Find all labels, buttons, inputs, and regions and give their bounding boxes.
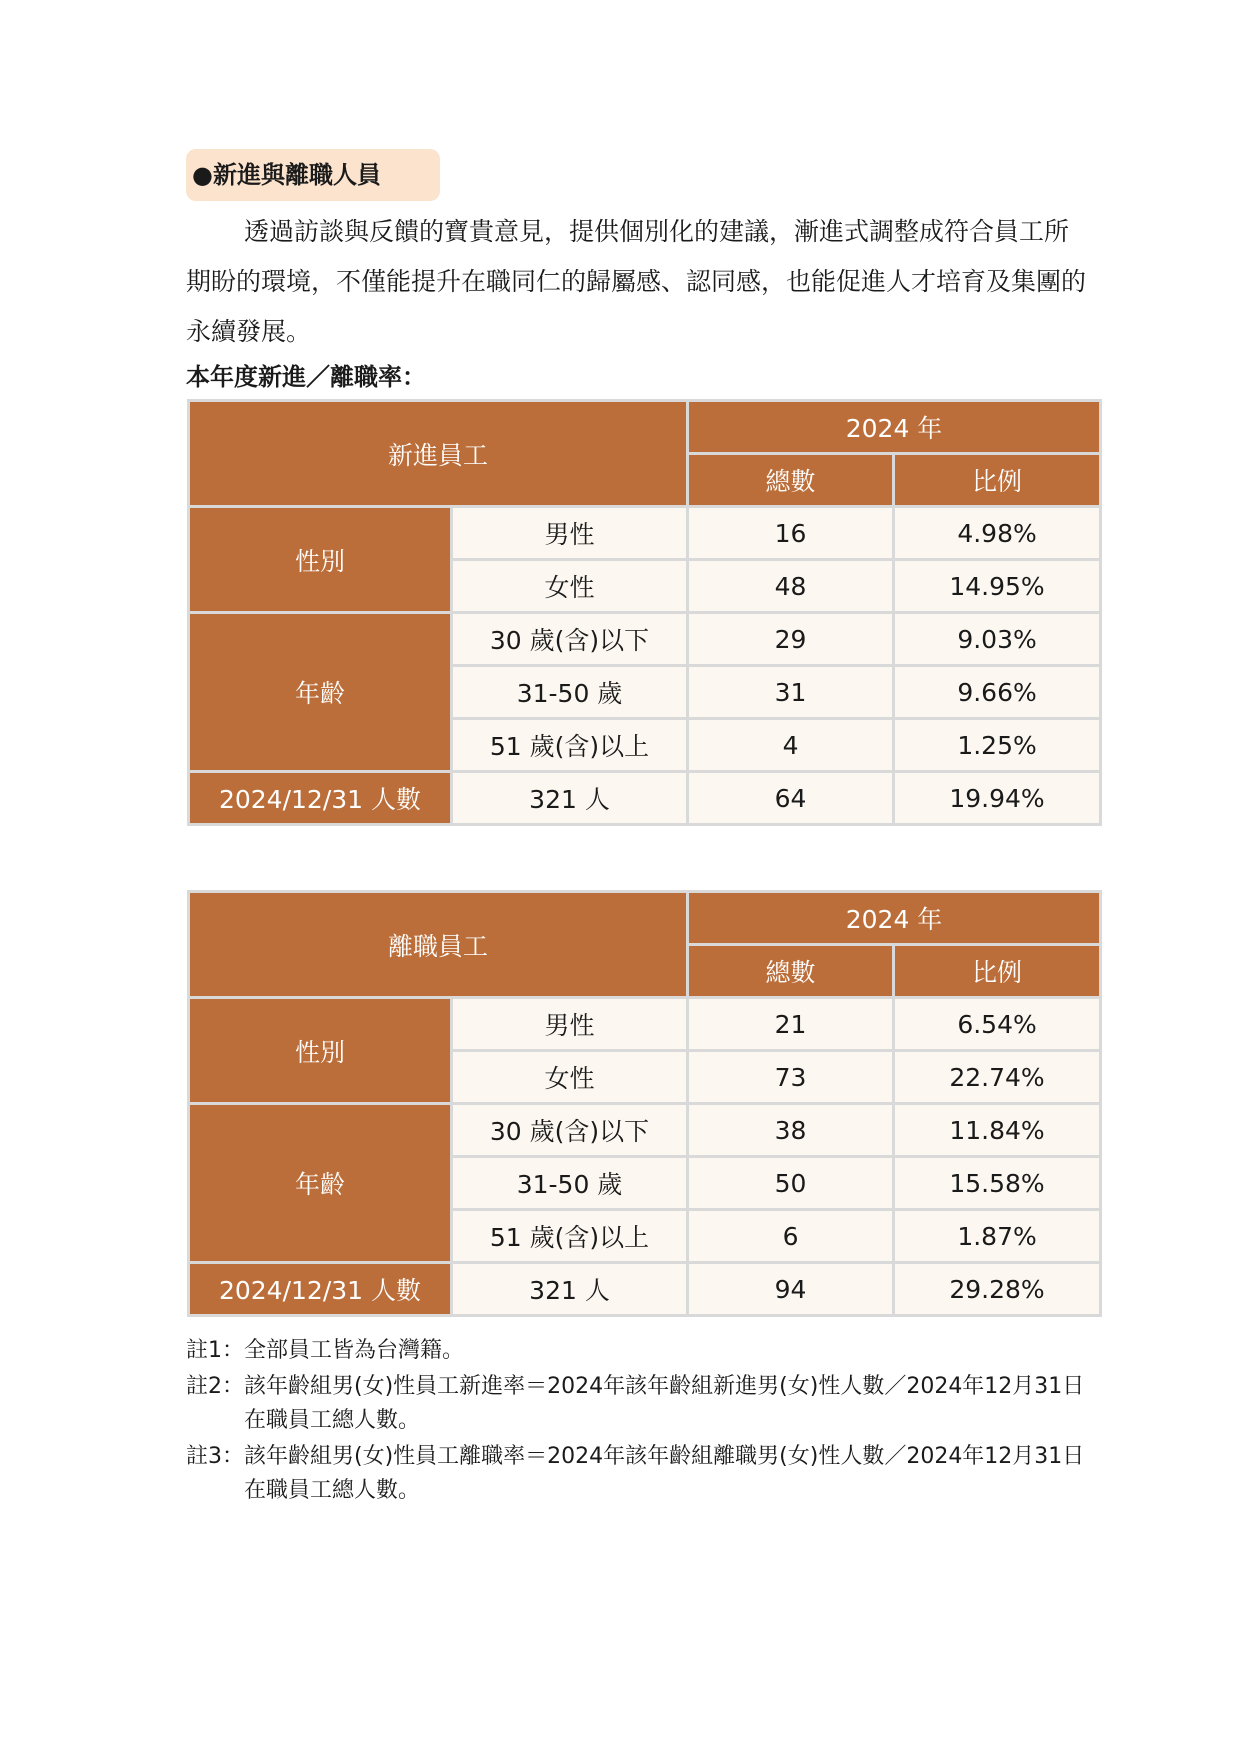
- row-label: 51 歲(含)以上: [452, 1210, 688, 1263]
- row-ratio: 9.03%: [894, 613, 1101, 666]
- footnote-label: 註1：: [186, 1338, 244, 1363]
- age-group-label: 年齡: [189, 613, 452, 772]
- row-ratio: 9.66%: [894, 666, 1101, 719]
- row-ratio: 1.87%: [894, 1210, 1101, 1263]
- footnote-text: 該年齡組男(女)性員工離職率＝2024年該年齡組離職男(女)性人數／2024年12月31日在職員工總人數。: [244, 1444, 1085, 1503]
- row-total: 4: [688, 719, 894, 772]
- gender-group-label: 性別: [189, 998, 452, 1104]
- row-total: 50: [688, 1157, 894, 1210]
- row-ratio: 11.84%: [894, 1104, 1101, 1157]
- row-label: 31-50 歲: [452, 666, 688, 719]
- year-header: 2024 年: [688, 892, 1101, 945]
- table-row: [189, 507, 1101, 560]
- row-ratio: 1.25%: [894, 719, 1101, 772]
- row-total: 48: [688, 560, 894, 613]
- gender-group-label: 性別: [189, 507, 452, 613]
- footnote: [186, 1334, 1096, 1368]
- total-column-header: 總數: [688, 454, 894, 507]
- intro-paragraph: [186, 207, 1091, 357]
- table-header-row: [189, 892, 1101, 945]
- footnote-label: 註2：: [186, 1374, 244, 1399]
- footnote-label: 註3：: [186, 1444, 244, 1469]
- rate-subheading: 本年度新進／離職率：: [186, 363, 426, 391]
- footnote-text: 全部員工皆為台灣籍。: [244, 1338, 465, 1363]
- row-label: 男性: [452, 998, 688, 1051]
- footnote: [186, 1370, 1096, 1438]
- footer-total: 94: [688, 1263, 894, 1316]
- table-footer-row: [189, 1263, 1101, 1316]
- row-label: 30 歲(含)以下: [452, 613, 688, 666]
- age-group-label: 年齡: [189, 1104, 452, 1263]
- ratio-column-header: 比例: [894, 454, 1101, 507]
- footer-ratio: 19.94%: [894, 772, 1101, 825]
- row-ratio: 14.95%: [894, 560, 1101, 613]
- row-total: 16: [688, 507, 894, 560]
- total-column-header: 總數: [688, 945, 894, 998]
- section-heading: ●新進與離職人員: [186, 149, 440, 201]
- row-ratio: 15.58%: [894, 1157, 1101, 1210]
- footnotes: [186, 1334, 1096, 1508]
- row-label: 30 歲(含)以下: [452, 1104, 688, 1157]
- row-label: 女性: [452, 560, 688, 613]
- row-label: 男性: [452, 507, 688, 560]
- row-total: 21: [688, 998, 894, 1051]
- footer-ratio: 29.28%: [894, 1263, 1101, 1316]
- table-title: 新進員工: [189, 401, 688, 507]
- table-header-row: [189, 401, 1101, 454]
- row-ratio: 22.74%: [894, 1051, 1101, 1104]
- footer-label: 2024/12/31 人數: [189, 1263, 452, 1316]
- footer-headcount: 321 人: [452, 1263, 688, 1316]
- row-total: 73: [688, 1051, 894, 1104]
- intro-text: 透過訪談與反饋的寶貴意見，提供個別化的建議，漸進式調整成符合員工所期盼的環境，不僅能提升在職同仁的歸屬感、認同感，也能促進人才培育及集團的永續發展。: [186, 217, 1087, 346]
- footer-total: 64: [688, 772, 894, 825]
- row-total: 6: [688, 1210, 894, 1263]
- table-footer-row: [189, 772, 1101, 825]
- row-total: 38: [688, 1104, 894, 1157]
- row-label: 女性: [452, 1051, 688, 1104]
- row-ratio: 6.54%: [894, 998, 1101, 1051]
- row-total: 29: [688, 613, 894, 666]
- row-ratio: 4.98%: [894, 507, 1101, 560]
- new-hire-table: [187, 399, 1102, 826]
- footer-headcount: 321 人: [452, 772, 688, 825]
- row-label: 31-50 歲: [452, 1157, 688, 1210]
- row-label: 51 歲(含)以上: [452, 719, 688, 772]
- ratio-column-header: 比例: [894, 945, 1101, 998]
- turnover-table: [187, 890, 1102, 1317]
- footer-label: 2024/12/31 人數: [189, 772, 452, 825]
- year-header: 2024 年: [688, 401, 1101, 454]
- table-row: [189, 998, 1101, 1051]
- footnote: [186, 1440, 1096, 1508]
- row-total: 31: [688, 666, 894, 719]
- table-title: 離職員工: [189, 892, 688, 998]
- table-row: [189, 613, 1101, 666]
- footnote-text: 該年齡組男(女)性員工新進率＝2024年該年齡組新進男(女)性人數／2024年12月31日在職員工總人數。: [244, 1374, 1085, 1433]
- table-row: [189, 1104, 1101, 1157]
